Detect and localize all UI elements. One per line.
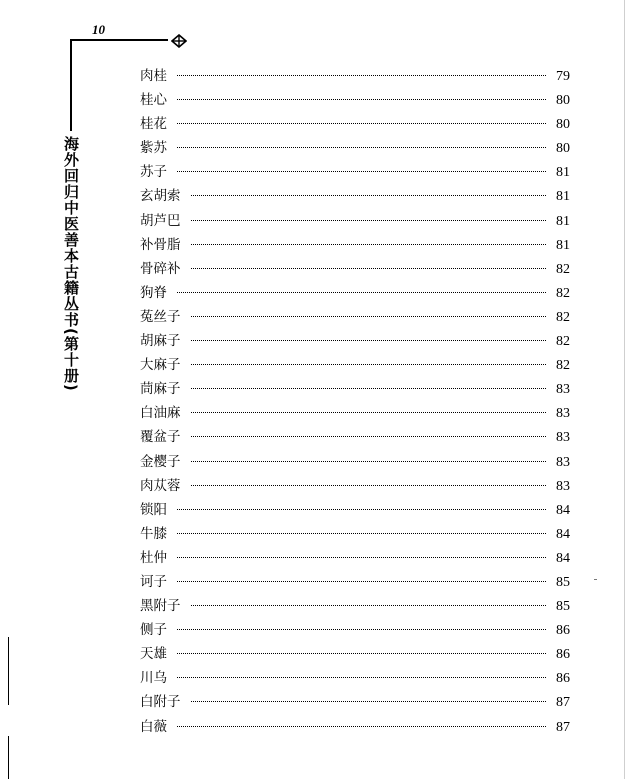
toc-entry [140, 690, 570, 714]
toc-entry-page: 84 [556, 502, 570, 518]
toc-entry-label: 侧子 [140, 622, 167, 639]
toc-entry-page: 83 [556, 382, 570, 398]
toc-entry-page: 83 [556, 406, 570, 422]
toc-entry-label: 大麻子 [140, 357, 181, 374]
toc-leader-dots [191, 315, 547, 317]
toc-entry-label: 胡芦巴 [140, 212, 181, 229]
toc-entry-label: 苏子 [140, 164, 167, 181]
toc-entry-label: 黑附子 [140, 598, 181, 615]
toc-entry [140, 353, 570, 377]
toc-leader-dots [177, 508, 546, 510]
toc-leader-dots [177, 652, 546, 654]
page-edge [624, 0, 625, 779]
toc-entry [140, 401, 570, 425]
toc-leader-dots [177, 122, 546, 124]
toc-entry-label: 肉桂 [140, 68, 167, 84]
header-vertical-rule [70, 39, 72, 131]
toc-entry-label: 覆盆子 [140, 429, 181, 446]
toc-entry-label: 骨碎补 [140, 260, 181, 277]
toc-entry-page: 87 [556, 719, 570, 735]
toc-entry-label: 杜仲 [140, 549, 167, 566]
toc-entry-label: 白薇 [140, 718, 167, 735]
toc-entry [140, 209, 570, 233]
toc-entry-label: 紫苏 [140, 140, 167, 157]
toc-leader-dots [177, 146, 546, 148]
toc-entry-page: 82 [556, 358, 570, 374]
toc-entry [140, 474, 570, 498]
toc-entry-label: 补骨脂 [140, 236, 181, 253]
toc-entry-label: 诃子 [140, 573, 167, 590]
toc-entry [140, 570, 570, 594]
diamond-ornament-icon [171, 34, 187, 48]
toc-entry-page: 86 [556, 671, 570, 687]
toc-entry-page: 80 [556, 117, 570, 133]
toc-leader-dots [177, 628, 546, 630]
toc-leader-dots [177, 556, 546, 558]
toc-entry [140, 594, 570, 618]
toc-leader-dots [191, 460, 547, 462]
toc-entry-label: 玄胡索 [140, 188, 181, 205]
toc-leader-dots [191, 267, 547, 269]
toc-entry [140, 257, 570, 281]
toc-entry [140, 136, 570, 160]
toc-leader-dots [177, 676, 546, 678]
toc-entry-page: 83 [556, 430, 570, 446]
header-rule [90, 39, 168, 41]
toc-entry-page: 82 [556, 334, 570, 350]
table-of-contents [140, 64, 570, 739]
toc-entry-page: 86 [556, 623, 570, 639]
toc-entry-label: 肉苁蓉 [140, 477, 181, 494]
toc-leader-dots [191, 484, 547, 486]
toc-entry-label: 胡麻子 [140, 333, 181, 350]
toc-leader-dots [177, 725, 546, 727]
toc-entry [140, 715, 570, 739]
book-title: 海外回归中医善本古籍丛书(第十册) [62, 136, 80, 392]
toc-entry [140, 233, 570, 257]
toc-entry-label: 桂花 [140, 116, 167, 133]
toc-entry-page: 85 [556, 574, 570, 590]
toc-entry-label: 川乌 [140, 670, 167, 687]
toc-leader-dots [177, 170, 546, 172]
toc-entry-page: 86 [556, 647, 570, 663]
toc-entry-label: 菟丝子 [140, 308, 181, 325]
toc-entry-label: 白附子 [140, 694, 181, 711]
margin-rule [8, 736, 9, 779]
toc-leader-dots [177, 98, 546, 100]
toc-leader-dots [191, 435, 547, 437]
toc-entry-label: 茼麻子 [140, 381, 181, 398]
toc-entry [140, 160, 570, 184]
toc-entry [140, 450, 570, 474]
toc-entry-page: 81 [556, 213, 570, 229]
toc-entry [140, 329, 570, 353]
toc-entry-page: 80 [556, 93, 570, 109]
toc-leader-dots [177, 291, 546, 293]
toc-entry-page: 84 [556, 550, 570, 566]
toc-entry-page: 80 [556, 141, 570, 157]
toc-entry [140, 425, 570, 449]
toc-entry-page: 79 [556, 69, 570, 84]
toc-leader-dots [191, 339, 547, 341]
toc-leader-dots [191, 219, 547, 221]
toc-entry [140, 642, 570, 666]
toc-entry-page: 82 [556, 261, 570, 277]
toc-entry [140, 112, 570, 136]
toc-leader-dots [177, 580, 546, 582]
header-rule [70, 39, 92, 41]
toc-entry [140, 377, 570, 401]
toc-entry [140, 498, 570, 522]
toc-leader-dots [191, 411, 547, 413]
toc-leader-dots [191, 363, 547, 365]
toc-leader-dots [191, 387, 547, 389]
toc-leader-dots [191, 194, 547, 196]
toc-leader-dots [191, 700, 547, 702]
toc-entry-page: 82 [556, 285, 570, 301]
toc-entry-page: 87 [556, 695, 570, 711]
toc-entry-page: 81 [556, 189, 570, 205]
toc-entry [140, 618, 570, 642]
toc-entry [140, 305, 570, 329]
toc-entry [140, 64, 570, 88]
toc-entry [140, 522, 570, 546]
toc-leader-dots [191, 604, 547, 606]
toc-entry-label: 金樱子 [140, 453, 181, 470]
toc-entry-label: 锁阳 [140, 501, 167, 518]
toc-leader-dots [191, 243, 547, 245]
toc-entry [140, 184, 570, 208]
toc-entry-page: 83 [556, 454, 570, 470]
toc-entry-label: 天雄 [140, 646, 167, 663]
toc-entry-page: 85 [556, 599, 570, 615]
toc-entry [140, 666, 570, 690]
scan-speck [594, 579, 597, 580]
toc-entry-page: 84 [556, 526, 570, 542]
toc-entry-page: 81 [556, 165, 570, 181]
toc-entry [140, 281, 570, 305]
toc-entry-label: 桂心 [140, 92, 167, 109]
margin-rule [8, 637, 9, 705]
page-number: 10 [92, 22, 105, 37]
toc-entry-label: 狗脊 [140, 284, 167, 301]
toc-entry-page: 82 [556, 309, 570, 325]
toc-entry-page: 83 [556, 478, 570, 494]
toc-entry [140, 88, 570, 112]
toc-entry [140, 546, 570, 570]
toc-entry-label: 牛膝 [140, 525, 167, 542]
toc-entry-label: 白油麻 [140, 405, 181, 422]
toc-entry-page: 81 [556, 237, 570, 253]
toc-leader-dots [177, 74, 546, 76]
toc-leader-dots [177, 532, 546, 534]
